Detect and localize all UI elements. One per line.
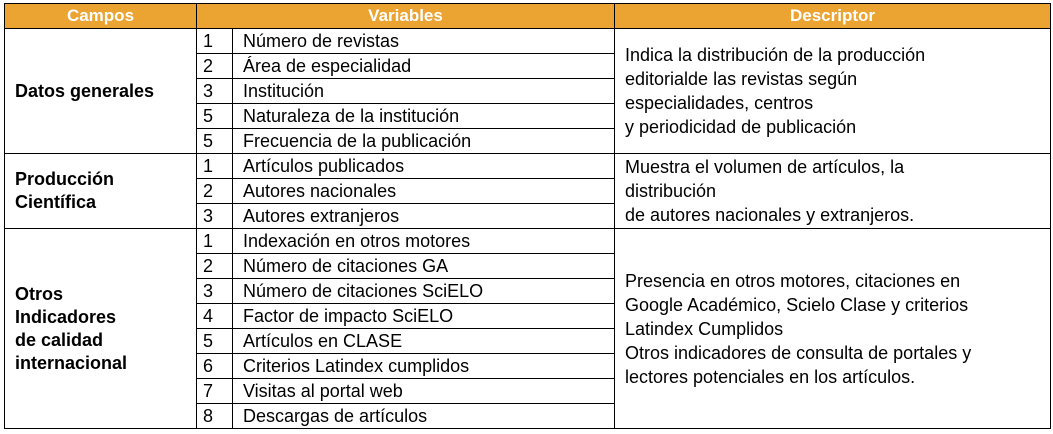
variable-number: 1 — [197, 29, 233, 54]
campo-label-line: Otros — [15, 283, 64, 304]
campo-label-line: Datos generales — [15, 80, 155, 101]
variable-number: 4 — [197, 304, 233, 329]
descriptor-line: editorialde las revistas según — [625, 69, 858, 89]
header-row — [5, 4, 1051, 29]
variable-number: 3 — [197, 204, 233, 229]
variable-name: Frecuencia de la publicación — [233, 129, 615, 154]
descriptor-line: Indica la distribución de la producción — [625, 45, 926, 65]
variable-number: 2 — [197, 254, 233, 279]
header-variables: Variables — [197, 4, 615, 29]
header-campos: Campos — [5, 4, 197, 29]
variable-number: 7 — [197, 379, 233, 404]
variable-name: Naturaleza de la institución — [233, 104, 615, 129]
campo-cell — [5, 154, 197, 229]
descriptor-line: Google Académico, Scielo Clase y criterios — [625, 294, 969, 315]
campo-label-line: internacional — [15, 352, 128, 373]
variable-name: Artículos publicados — [233, 154, 615, 179]
campo-label-line: de calidad — [15, 329, 104, 350]
variable-name: Área de especialidad — [233, 54, 615, 79]
variable-name: Factor de impacto SciELO — [233, 304, 615, 329]
variable-name: Número de citaciones GA — [233, 254, 615, 279]
table-body — [5, 29, 1051, 429]
variable-name: Institución — [233, 79, 615, 104]
variable-number: 1 — [197, 154, 233, 179]
indicators-table — [4, 3, 1051, 429]
descriptor-line: y periodicidad de publicación — [625, 117, 857, 137]
variable-number: 5 — [197, 104, 233, 129]
variable-name: Visitas al portal web — [233, 379, 615, 404]
campo-cell — [5, 229, 197, 429]
descriptor-cell — [615, 229, 1051, 429]
variable-number: 5 — [197, 129, 233, 154]
descriptor-line: lectores potenciales en los artículos. — [625, 366, 916, 387]
variable-name: Número de citaciones SciELO — [233, 279, 615, 304]
descriptor-line: Muestra el volumen de artículos, la — [625, 157, 905, 177]
descriptor-cell — [615, 29, 1051, 154]
variable-number: 2 — [197, 179, 233, 204]
variable-number: 5 — [197, 329, 233, 354]
variable-name: Número de revistas — [233, 29, 615, 54]
descriptor-line: distribución — [625, 181, 717, 201]
variable-name: Descargas de artículos — [233, 404, 615, 429]
table-row — [5, 154, 1051, 179]
variable-name: Indexación en otros motores — [233, 229, 615, 254]
variable-number: 3 — [197, 79, 233, 104]
campo-cell — [5, 29, 197, 154]
variable-name: Autores nacionales — [233, 179, 615, 204]
descriptor-line: de autores nacionales y extranjeros. — [625, 205, 915, 225]
header-descriptor: Descriptor — [615, 4, 1051, 29]
campo-label-line: Producción — [15, 169, 115, 189]
variable-name: Autores extranjeros — [233, 204, 615, 229]
variable-name: Criterios Latindex cumplidos — [233, 354, 615, 379]
descriptor-line: Latindex Cumplidos — [625, 318, 784, 339]
variable-number: 8 — [197, 404, 233, 429]
table-row — [5, 29, 1051, 54]
descriptor-line: Otros indicadores de consulta de portales y — [625, 342, 972, 363]
variable-number: 2 — [197, 54, 233, 79]
descriptor-cell — [615, 154, 1051, 229]
variable-number: 6 — [197, 354, 233, 379]
indicators-table-container — [4, 3, 1051, 429]
campo-label-line: Indicadores — [15, 306, 117, 327]
variable-name: Artículos en CLASE — [233, 329, 615, 354]
variable-number: 1 — [197, 229, 233, 254]
descriptor-line: especialidades, centros — [625, 93, 814, 113]
descriptor-line: Presencia en otros motores, citaciones en — [625, 270, 961, 291]
variable-number: 3 — [197, 279, 233, 304]
campo-label-line: Científica — [15, 192, 97, 212]
table-row — [5, 229, 1051, 254]
